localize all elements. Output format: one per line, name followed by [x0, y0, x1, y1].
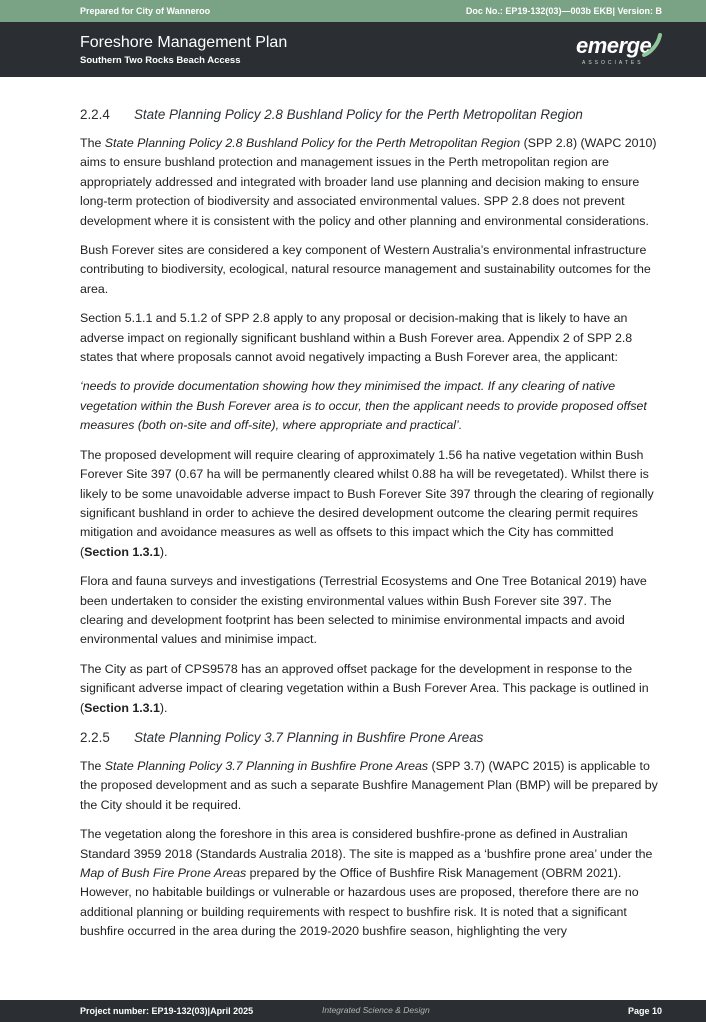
paragraph: Bush Forever sites are considered a key component of Western Australia’s environmental infrastructure contributing to biodiversity, ecological, natural resource management and sustainability outcomes for the area.	[80, 243, 651, 296]
paragraph: Section 5.1.1 and 5.1.2 of SPP 2.8 apply to any proposal or decision-making that is likely to have an adverse impact on regionally significant bushland within a Bush Forever area. Appendix 2 of SPP 2.8 states that where proposals cannot avoid negatively impacting a Bush Forever area, the applicant:	[80, 311, 633, 365]
section-heading-224	[80, 105, 658, 125]
section-reference: Section 1.3.1	[84, 544, 160, 559]
footer-tagline: Integrated Science & Design	[322, 1005, 430, 1015]
section-heading-225	[80, 728, 658, 748]
section-title: State Planning Policy 3.7 Planning in Bushfire Prone Areas	[134, 729, 484, 745]
logo-wordmark: emerge	[576, 33, 652, 58]
section-number: 2.2.5	[80, 729, 110, 745]
paragraph: The State Planning Policy 3.7 Planning in Bushfire Prone Areas (SPP 3.7) (WAPC 2015) is applicable to the proposed development and as such a separate Bushfire Management Plan (BMP) will be prepared by the City should it be required.	[80, 758, 658, 812]
section-title: State Planning Policy 2.8 Bushland Policy for the Perth Metropolitan Region	[134, 107, 583, 122]
quote: ‘needs to provide documentation showing how they minimised the impact. If any clearing of native vegetation within the Bush Forever area is to occur, then the applicant needs to provide proposed offset measures (both on-site and off-site), where appropriate and practical’.	[80, 379, 647, 433]
document-subtitle: Southern Two Rocks Beach Access	[80, 55, 241, 66]
project-number: Project number: EP19-132(03)|April 2025	[80, 1006, 254, 1016]
paragraph: Flora and fauna surveys and investigations (Terrestrial Ecosystems and One Tree Botanical 2019) have been undertaken to consider the existing environmental values within Bush Forever site 397. The clearing and development footprint has been selected to minimise environmental impacts and avoid environmental values and minimise impact.	[80, 574, 647, 647]
document-title: Foreshore Management Plan	[80, 34, 288, 51]
paragraph: The City as part of CPS9578 has an approved offset package for the development in response to the significant adverse impact of clearing vegetation within a Bush Forever Area. This package is outlined in (Section 1.3.1).	[80, 661, 649, 715]
logo-associates: ASSOCIATES	[582, 60, 644, 66]
paragraph: The State Planning Policy 2.8 Bushland Policy for the Perth Metropolitan Region (SPP 2.8) (WAPC 2010) aims to ensure bushland protection and management issues in the Perth metropolitan region are appropriately addressed and integrated with broader land use planning and decision making to ensure long-term protection of biodiversity and associated environmental values. SPP 2.8 does not prevent development where it is consistent with the policy and other planning and environmental considerations.	[80, 136, 657, 228]
section-reference: Section 1.3.1	[84, 700, 160, 715]
document-footer	[0, 1000, 706, 1022]
prepared-for: Prepared for City of Wanneroo	[80, 6, 211, 16]
emerge-logo	[574, 33, 666, 69]
doc-number: Doc No.: EP19-132(03)—003b EKB| Version: B	[465, 6, 662, 16]
top-bar	[0, 0, 706, 22]
section-number: 2.2.4	[80, 107, 110, 122]
paragraph: The proposed development will require clearing of approximately 1.56 ha native vegetation within Bush Forever Site 397 (0.67 ha will be permanently cleared whilst 0.88 ha will be revegetated). Whilst there is likely to be some unavoidable adverse impact to Bush Forever Site 397 through the clearing of regionally significant bushland in order to achieve the desired development outcome the clearing permit requires mitigation and avoidance measures as well as offsets to this impact which the City has committed (Section 1.3.1).	[80, 447, 654, 559]
page-number: Page 10	[627, 1006, 662, 1016]
document-header	[0, 22, 706, 77]
paragraph: The vegetation along the foreshore in this area is considered bushfire-prone as defined in Australian Standard 3959 2018 (Standards Australia 2018). The site is mapped as a ‘bushfire prone area’ under the Map of Bush Fire Prone Areas prepared by the Office of Bushfire Risk Management (OBRM 2021). However, no habitable buildings or vulnerable or hazardous uses are proposed, therefore there are no additional planning or building requirements with respect to bushfire risk. It is noted that a significant bushfire occurred in the area during the 2019-2020 bushfire season, highlighting the very	[80, 827, 653, 939]
page-content	[80, 105, 658, 952]
logo-swoosh-icon	[640, 33, 664, 61]
